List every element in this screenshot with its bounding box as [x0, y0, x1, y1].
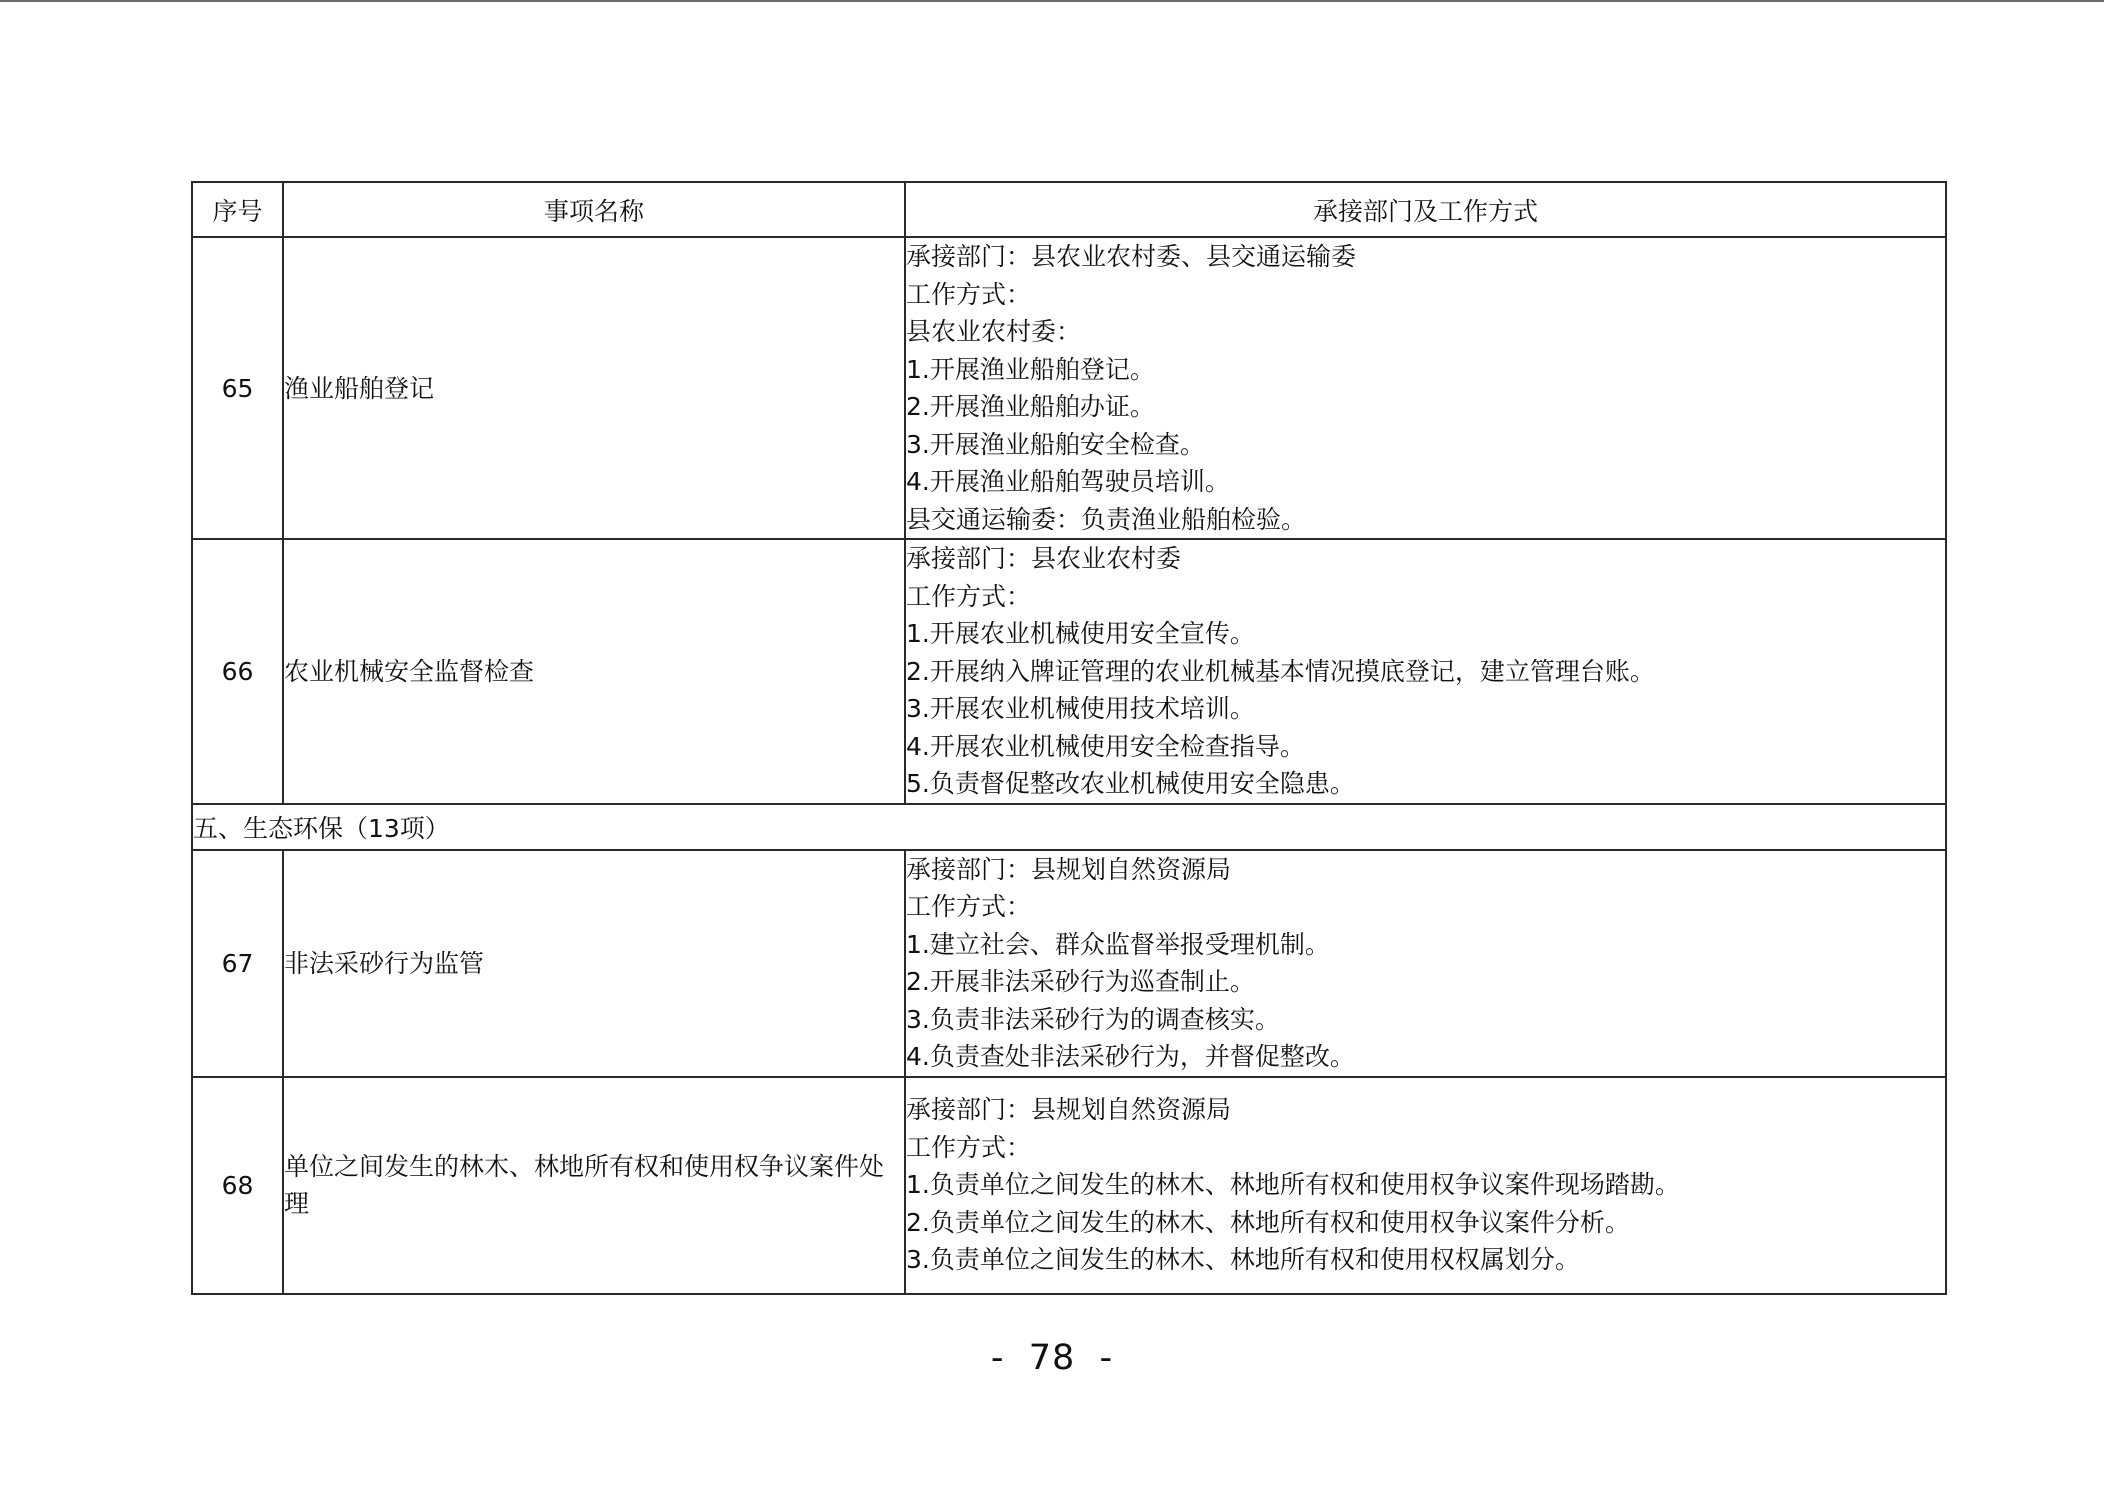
row-department-and-method [905, 237, 1946, 539]
matters-table [191, 181, 1947, 1295]
dept-line: 2.负责单位之间发生的林木、林地所有权和使用权争议案件分析。 [906, 1207, 1630, 1237]
header-serial-number: 序号 [192, 182, 283, 237]
row-serial-number: 67 [192, 850, 283, 1077]
dept-line: 1.开展渔业船舶登记。 [906, 354, 1155, 384]
dept-line: 3.开展渔业船舶安全检查。 [906, 429, 1205, 459]
dept-line: 工作方式： [906, 279, 1032, 309]
row-matter-name: 渔业船舶登记 [283, 237, 905, 539]
dept-line: 承接部门：县规划自然资源局 [906, 1095, 1232, 1125]
top-border-line [0, 0, 2104, 2]
header-department-and-method: 承接部门及工作方式 [905, 182, 1946, 237]
row-department-and-method [905, 1077, 1946, 1294]
dept-line: 5.负责督促整改农业机械使用安全隐患。 [906, 769, 1355, 798]
dept-line: 4.开展渔业船舶驾驶员培训。 [906, 467, 1230, 496]
row-department-and-method [905, 850, 1946, 1077]
dept-line: 1.建立社会、群众监督举报受理机制。 [906, 929, 1330, 959]
table-row [192, 539, 1946, 804]
dept-line: 2.开展渔业船舶办证。 [906, 392, 1155, 421]
page-number: - 78 - [990, 1338, 1114, 1378]
dept-line: 3.开展农业机械使用技术培训。 [906, 694, 1255, 723]
dept-line: 工作方式： [906, 1132, 1032, 1162]
dept-line: 承接部门：县农业农村委、县交通运输委 [906, 242, 1357, 271]
dept-line: 2.开展纳入牌证管理的农业机械基本情况摸底登记，建立管理台账。 [906, 656, 1655, 686]
dept-line: 4.负责查处非法采砂行为，并督促整改。 [906, 1042, 1355, 1071]
row-serial-number: 66 [192, 539, 283, 804]
section-row [192, 804, 1946, 850]
row-serial-number: 68 [192, 1077, 283, 1294]
dept-line: 2.开展非法采砂行为巡查制止。 [906, 967, 1255, 996]
table-header-row [192, 182, 1946, 237]
dept-line: 县农业农村委： [906, 317, 1082, 346]
dept-line: 4.开展农业机械使用安全检查指导。 [906, 731, 1305, 761]
row-matter-name: 非法采砂行为监管 [283, 850, 905, 1077]
table-row [192, 850, 1946, 1077]
dept-line: 承接部门：县规划自然资源局 [906, 854, 1232, 884]
dept-line: 工作方式： [906, 581, 1032, 611]
row-matter-name: 农业机械安全监督检查 [283, 539, 905, 804]
row-matter-name: 单位之间发生的林木、林地所有权和使用权争议案件处理 [283, 1077, 905, 1294]
dept-line: 承接部门：县农业农村委 [906, 544, 1182, 573]
dept-line: 县交通运输委：负责渔业船舶检验。 [906, 504, 1307, 534]
header-matter-name: 事项名称 [283, 182, 905, 237]
row-serial-number: 65 [192, 237, 283, 539]
dept-line: 1.负责单位之间发生的林木、林地所有权和使用权争议案件现场踏勘。 [906, 1170, 1680, 1200]
dept-line: 3.负责单位之间发生的林木、林地所有权和使用权权属划分。 [906, 1245, 1580, 1275]
dept-line: 工作方式： [906, 892, 1032, 921]
row-department-and-method [905, 539, 1946, 804]
table-row [192, 237, 1946, 539]
dept-line: 3.负责非法采砂行为的调查核实。 [906, 1004, 1280, 1034]
table-row [192, 1077, 1946, 1294]
dept-line: 1.开展农业机械使用安全宣传。 [906, 619, 1255, 648]
section-heading-ecology: 五、生态环保（13项） [192, 804, 1946, 850]
